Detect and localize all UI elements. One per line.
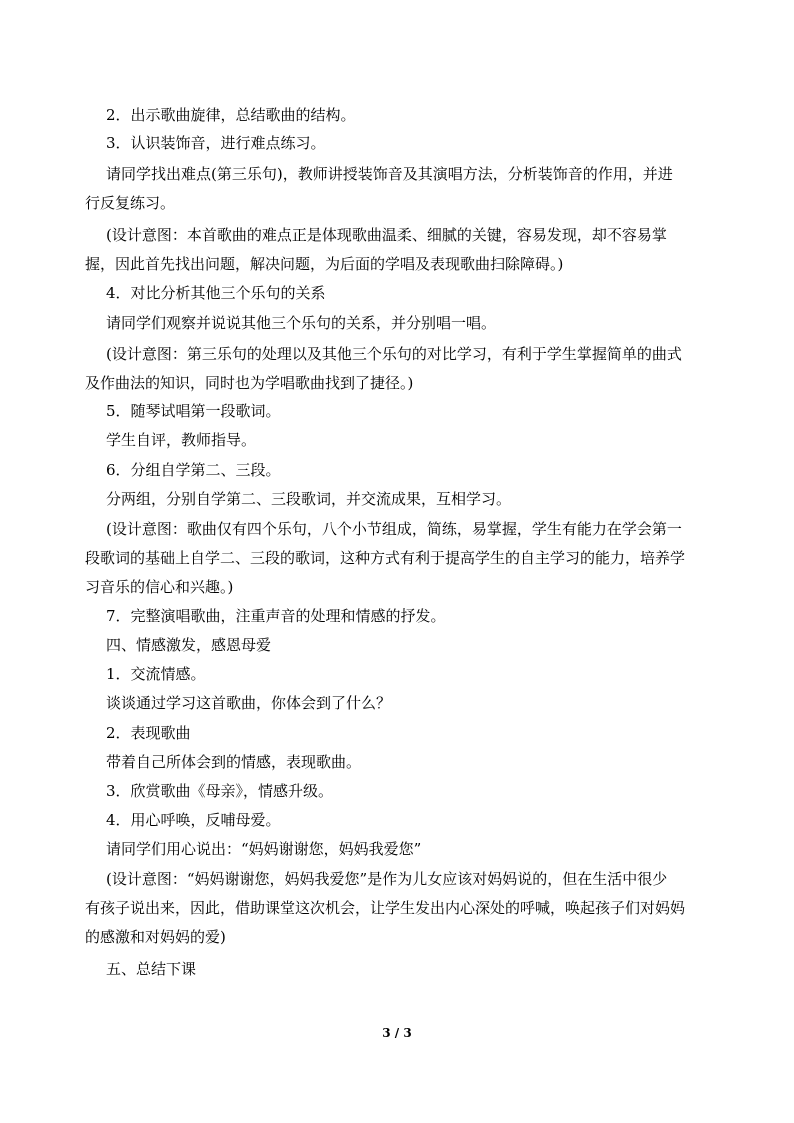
text-line: (设计意图：本首歌曲的难点正是体现歌曲温柔、细腻的关键，容易发现，却不容易掌 [106, 226, 667, 244]
text-line: 分两组，分别自学第二、三段歌词，并交流成果，互相学习。 [106, 490, 512, 508]
text-line: 四、情感激发，感恩母爱 [106, 636, 272, 654]
text-line: 习音乐的信心和兴趣。) [85, 578, 234, 596]
text-line: (设计意图：“妈妈谢谢您，妈妈我爱您”是作为儿女应该对妈妈说的，但在生活中很少 [106, 870, 668, 888]
text-line: 请同学们观察并说说其他三个乐句的关系，并分别唱一唱。 [106, 314, 497, 332]
text-line: 请同学们用心说出：“妈妈谢谢您，妈妈我爱您” [106, 840, 422, 858]
text-line: (设计意图：歌曲仅有四个乐句，八个小节组成，简练，易掌握，学生有能力在学会第一 [106, 520, 682, 538]
text-line: 请同学找出难点(第三乐句)，教师讲授装饰音及其演唱方法，分析装饰音的作用，并进 [106, 165, 673, 183]
text-line: 握，因此首先找出问题，解决问题，为后面的学唱及表现歌曲扫除障碍。) [85, 255, 564, 273]
text-line: 2．出示歌曲旋律，总结歌曲的结构。 [106, 106, 356, 124]
text-line: 及作曲法的知识，同时也为学唱歌曲找到了捷径。) [85, 374, 414, 392]
text-line: 7．完整演唱歌曲，注重声音的处理和情感的抒发。 [106, 607, 446, 625]
text-line: 1．交流情感。 [106, 665, 206, 683]
text-line: 3．欣赏歌曲《母亲》，情感升级。 [106, 782, 334, 800]
text-line: 3．认识装饰音，进行难点练习。 [106, 134, 326, 152]
text-line: 5．随琴试唱第一段歌词。 [106, 402, 281, 420]
text-line: 五、总结下课 [106, 960, 197, 978]
page-number: 3 / 3 [382, 1026, 412, 1040]
text-line: 4．用心呼唤，反哺母爱。 [106, 811, 281, 829]
text-line: 行反复练习。 [85, 194, 176, 212]
text-line: 2．表现歌曲 [106, 724, 191, 742]
text-line: 段歌词的基础上自学二、三段的歌词，这种方式有利于提高学生的自主学习的能力，培养学 [85, 549, 686, 567]
text-line: 4．对比分析其他三个乐句的关系 [106, 284, 326, 302]
text-line: 谈谈通过学习这首歌曲，你体会到了什么？ [106, 694, 392, 712]
text-line: 的感激和对妈妈的爱) [85, 928, 226, 946]
text-line: 带着自己所体会到的情感，表现歌曲。 [106, 753, 362, 771]
text-line: 有孩子说出来，因此，借助课堂这次机会，让学生发出内心深处的呼喊，唤起孩子们对妈妈 [85, 899, 686, 917]
text-line: (设计意图：第三乐句的处理以及其他三个乐句的对比学习，有利于学生掌握简单的曲式 [106, 345, 682, 363]
text-line: 6．分组自学第二、三段。 [106, 461, 281, 479]
text-line: 学生自评，教师指导。 [106, 431, 257, 449]
